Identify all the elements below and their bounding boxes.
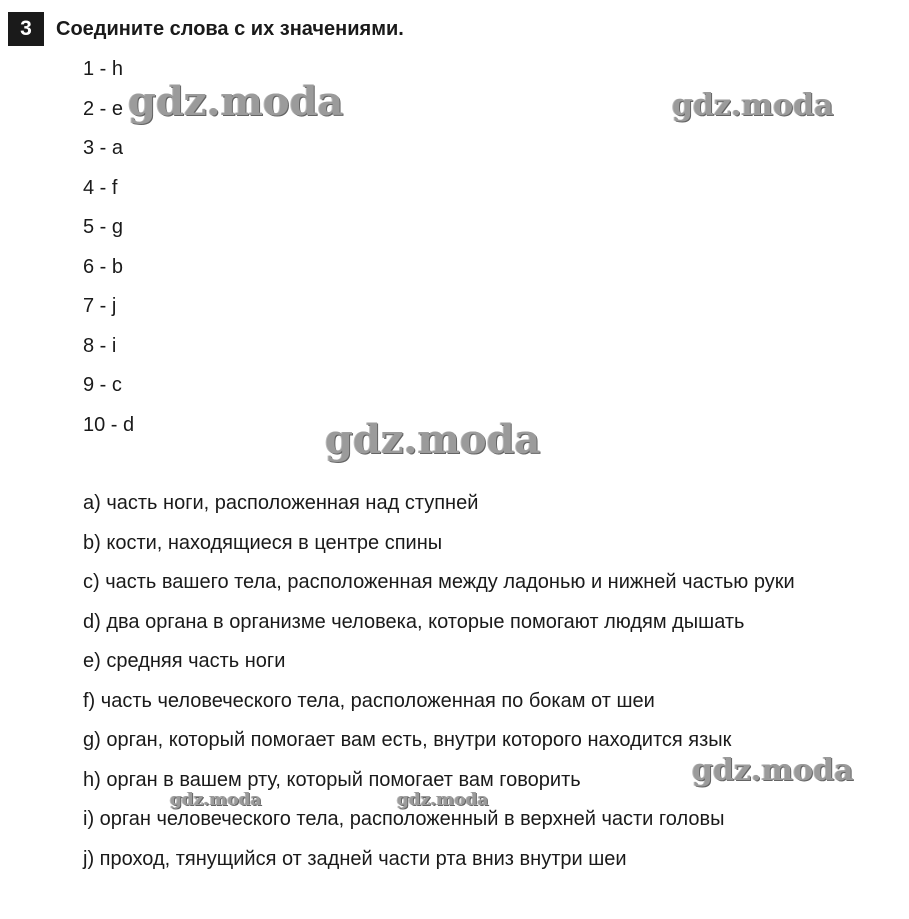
task-header xyxy=(8,12,404,46)
definition-item: a) часть ноги, расположенная над ступней xyxy=(83,492,479,514)
answer-item: 3 - a xyxy=(83,137,124,159)
answer-item: 6 - b xyxy=(83,255,124,278)
answer-item: 10 - d xyxy=(83,413,135,436)
definition-item: d) два органа в организме человека, которые помогают людям дышать xyxy=(83,610,745,633)
answer-item: 4 - f xyxy=(83,176,118,199)
answer-item: 5 - g xyxy=(83,216,124,238)
definition-item: e) средняя часть ноги xyxy=(83,650,286,672)
definition-item: j) проход, тянущийся от задней части рта вниз внутри шеи xyxy=(83,847,627,870)
watermark: gdz.moda xyxy=(397,790,489,810)
answer-item: 9 - c xyxy=(83,374,122,396)
definition-item: i) орган человеческого тела, расположенный в верхней части головы xyxy=(83,808,725,830)
answer-item: 1 - h xyxy=(83,58,124,80)
definition-item: b) кости, находящиеся в центре спины xyxy=(83,531,443,554)
watermark: gdz.moda xyxy=(128,78,344,125)
watermark: gdz.moda xyxy=(325,416,541,463)
task-title: Соедините слова с их значениями. xyxy=(56,17,404,40)
definition-item: g) орган, который помогает вам есть, внутри которого находится язык xyxy=(83,729,732,751)
answer-item: 8 - i xyxy=(83,334,117,357)
answer-list xyxy=(83,56,134,451)
definition-item: f) часть человеческого тела, расположенная по бокам от шеи xyxy=(83,689,655,712)
definition-item: c) часть вашего тела, расположенная между ладонью и нижней частью руки xyxy=(83,571,795,593)
answer-item: 2 - e xyxy=(83,97,124,120)
watermark: gdz.moda xyxy=(692,753,854,788)
watermark: gdz.moda xyxy=(170,790,262,810)
task-number-badge: 3 xyxy=(8,12,44,46)
definition-item: h) орган в вашем рту, который помогает вам говорить xyxy=(83,768,581,791)
definition-list xyxy=(83,490,795,885)
answer-item: 7 - j xyxy=(83,295,117,317)
watermark: gdz.moda xyxy=(672,88,834,123)
